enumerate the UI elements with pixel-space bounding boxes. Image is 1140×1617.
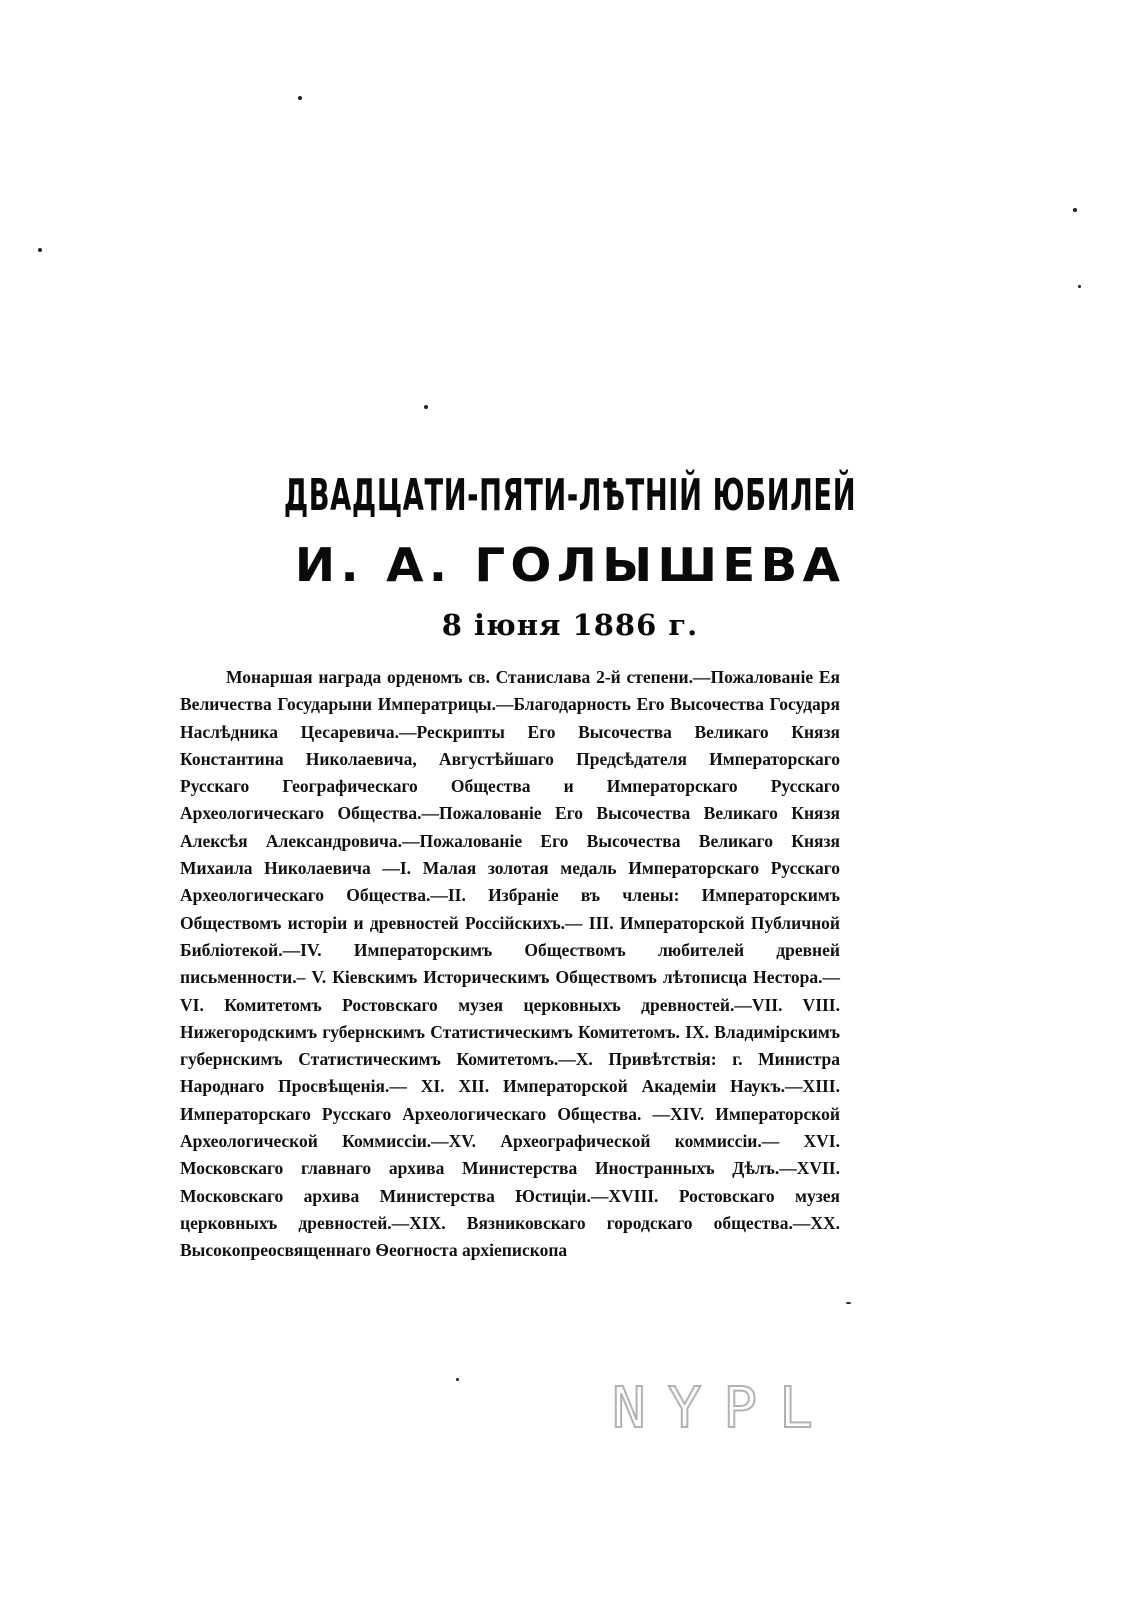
- scan-speck: [1078, 285, 1081, 288]
- scan-speck: [424, 405, 428, 409]
- scan-speck: [846, 1302, 851, 1304]
- library-stamp: NYPL: [612, 1376, 835, 1441]
- scan-speck: [298, 96, 302, 100]
- scan-speck: [1073, 208, 1077, 212]
- scan-speck: [38, 248, 42, 252]
- document-date: 8 іюня 1886 г.: [441, 608, 699, 642]
- body-paragraph: Монаршая награда орденомъ св. Станислава 2-й степени.—Пожалованіе Ея Величества Государыни Императрицы.—Благодарность Его Высочества Государя Наслѣдника Цесаревича.—Рескрипты Его Высочества Великаго Князя Константина Николаевича, Августѣйшаго Предсѣдателя Императорскаго Русскаго Географическаго Общества и Императорскаго Русскаго Археологическаго Общества.—Пожалованіе Его Высочества Великаго Князя Алексѣя Александровича.—Пожалованіе Его Высочества Великаго Князя Михаила Николаевича —I. Малая золотая медаль Императорскаго Русскаго Археологическаго Общества.—II. Избраніе въ члены: Императорскимъ Обществомъ исторіи и древностей Россійскихъ.— III. Императорской Публичной Библіотекой.—IV. Императорскимъ Обществомъ любителей древней письменности.– V. Кіевскимъ Историческимъ Обществомъ лѣтописца Нестора.—VI. Комитетомъ Ростовскаго музея церковныхъ древностей.—VII. VIII. Нижегородскимъ губернскимъ Статистическимъ Комитетомъ. IX. Владимірскимъ губернскимъ Статистическимъ Комитетомъ.—X. Привѣтствія: г. Министра Народнаго Просвѣщенія.— XI. XII. Императорской Академіи Наукъ.—XIII. Императорскаго Русскаго Археологическаго Общества. —XIV. Императорской Археологической Коммиссіи.—XV. Археографической коммиссіи.— XVI. Московскаго главнаго архива Министерства Иностранныхъ Дѣлъ.—XVII. Московскаго архива Министерства Юстиціи.—XVIII. Ростовскаго музея церковныхъ древностей.—XIX. Вязниковскаго городскаго общества.—XX. Высокопреосвященнаго Ѳеогноста архіепископа: [180, 667, 840, 1261]
- document-subtitle: И. А. ГОЛЫШЕВА: [294, 538, 846, 592]
- document-title: ДВАДЦАТИ-ПЯТИ-ЛѢТНІЙ ЮБИЛЕЙ: [283, 470, 857, 521]
- scan-speck: [456, 1378, 459, 1381]
